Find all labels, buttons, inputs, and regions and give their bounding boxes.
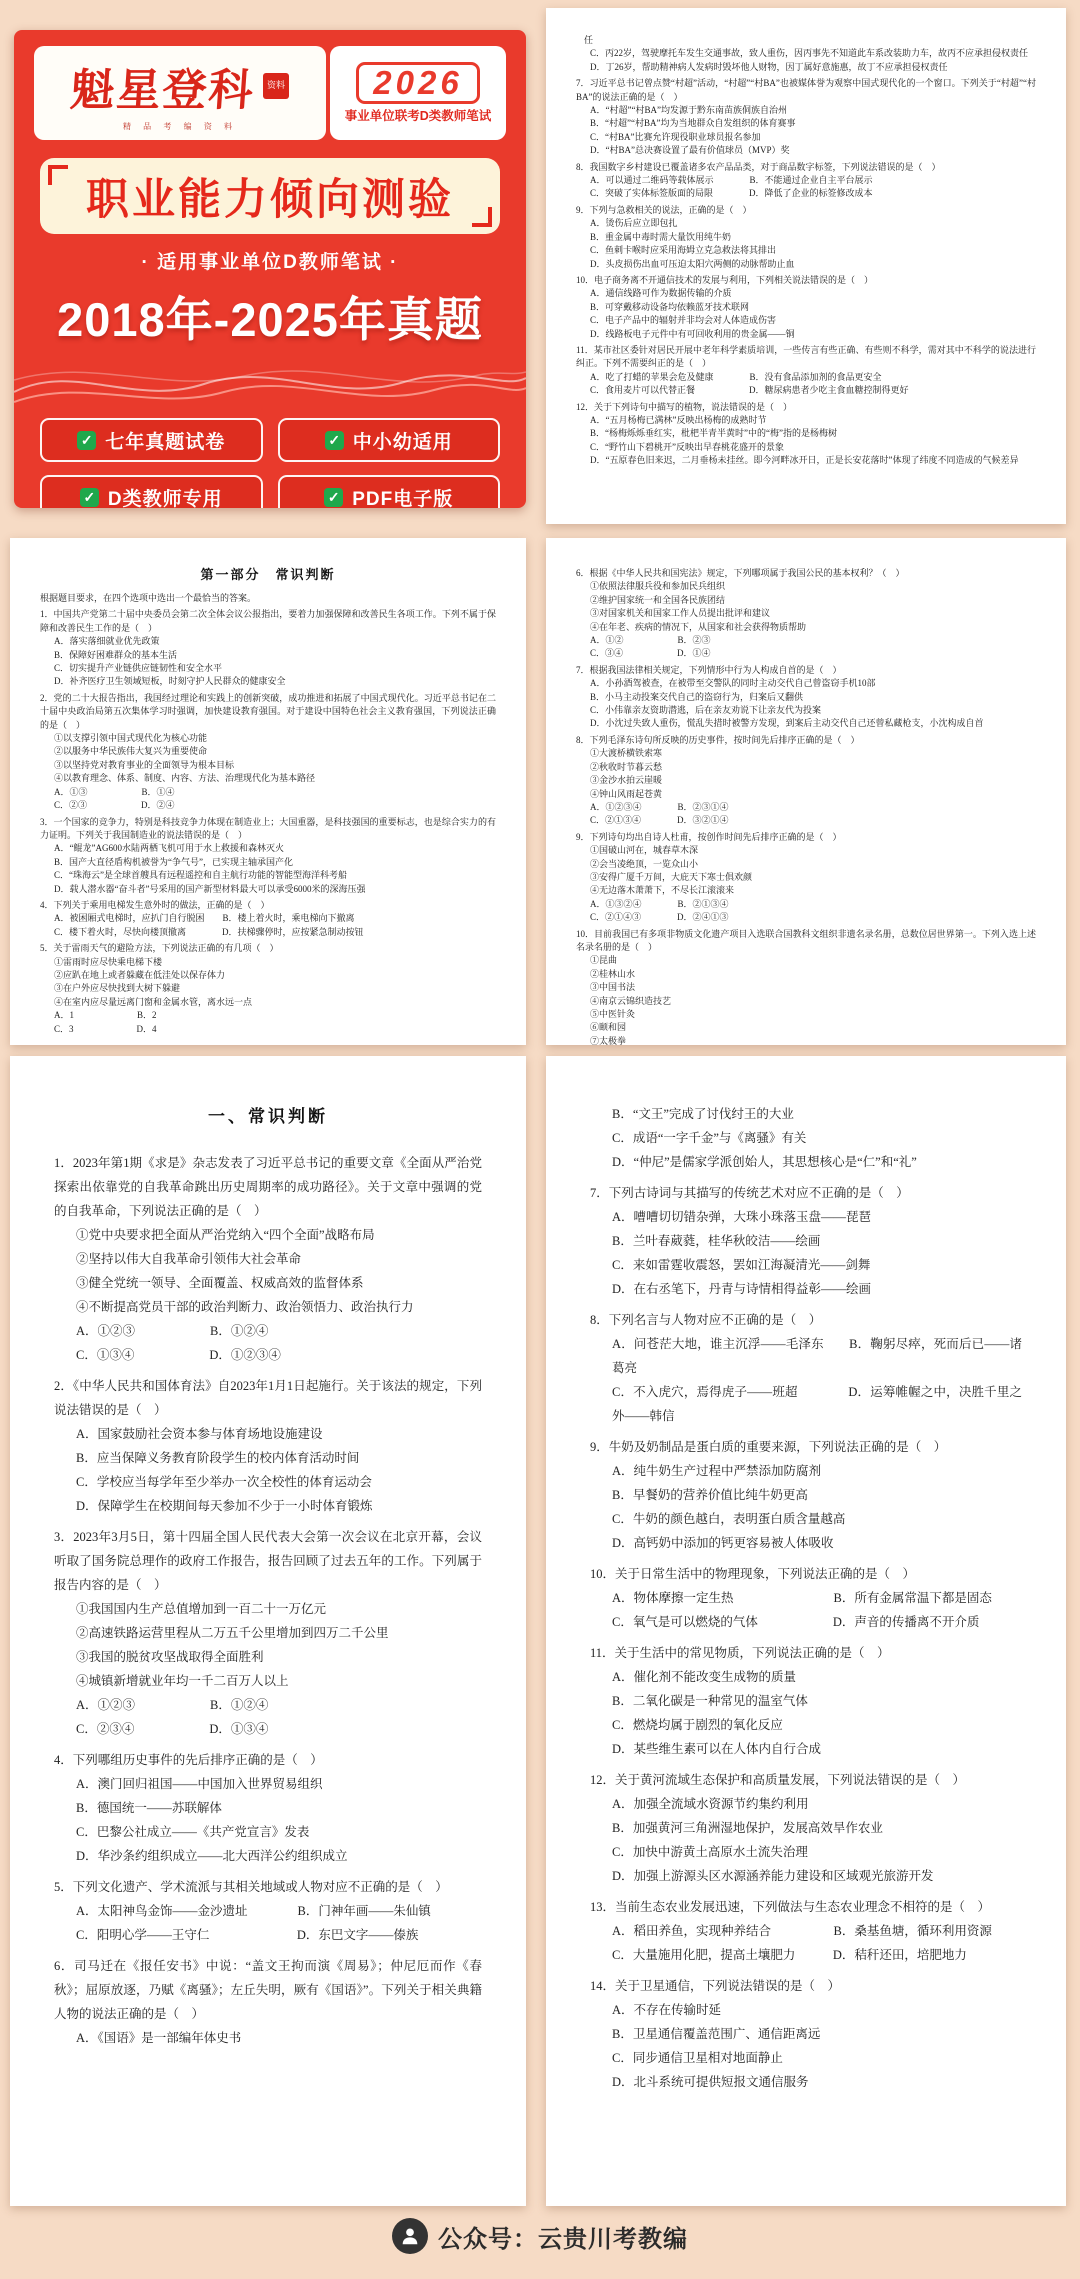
text-line: D．高钙奶中添加的钙更容易被人体吸收 xyxy=(612,1536,834,1550)
text-line: C．小伟靠亲友资助潜逃，后在亲友劝说下让亲友代为投案 xyxy=(590,705,822,716)
text-line: C．①③④ D．①②③④ xyxy=(76,1348,281,1362)
text-line: ⑥颐和园 xyxy=(590,1022,627,1033)
text-line: A．嘈嘈切切错杂弹，大珠小珠落玉盘——琵琶 xyxy=(612,1210,872,1224)
text-line: ②以服务中华民族伟大复兴为重要使命 xyxy=(54,746,208,757)
exam-page-5-content xyxy=(546,1056,1066,2140)
year-badge: 2026 xyxy=(356,62,479,105)
brand-tagline: 精 品 考 编 资 料 xyxy=(122,122,238,131)
year-badge-box xyxy=(330,46,506,140)
text-line: B．“杨梅烁烁垂红实，枇杷半青半黄时”中的“梅”指的是杨梅树 xyxy=(590,428,837,439)
badge-subtitle: 事业单位联考D类教师笔试 xyxy=(344,109,492,124)
text-line: B．保障好困难群众的基本生活 xyxy=(54,649,178,660)
text-line: A．“鲲龙”AG600水陆两栖飞机可用于水上救援和森林灭火 xyxy=(54,843,284,854)
text-line: 1．中国共产党第二十届中央委员会第二次全体会议公报指出，要着力加强保障和改善民生各项工作。下列不属于保障和改善民生工作的是（ ） xyxy=(40,609,496,633)
text-line: B．可穿戴移动设备均依赖蓝牙技术联网 xyxy=(590,301,750,312)
text-line: C．②③④ D．①③④ xyxy=(76,1722,269,1736)
text-line: B．加强黄河三角洲湿地保护，发展高效旱作农业 xyxy=(612,1821,883,1835)
corner-bracket-icon xyxy=(472,207,492,227)
text-line: ②桂林山水 xyxy=(590,968,636,979)
text-line: 4．下列哪组历史事件的先后排序正确的是（ ） xyxy=(54,1753,323,1767)
text-line: A．被困厢式电梯时，应扒门自行脱困 B．楼上着火时，乘电梯向下撤离 xyxy=(54,913,355,924)
text-line: C．3 D．4 xyxy=(54,1023,157,1034)
text-line: 10．目前我国已有多项非物质文化遗产项目入选联合国教科文组织非遗名录名册，总数位居世界第一。下列入选上述名录名册的是（ ） xyxy=(576,928,1036,952)
text-line: ①以支撑引领中国式现代化为核心功能 xyxy=(54,733,208,744)
text-line: 2．《中华人民共和国体育法》自2023年1月1日起施行。关于该法的规定，下列说法错误的是（ ） xyxy=(54,1379,482,1417)
text-line: D．丁26岁，帮助精神病人发病时毁坏他人财物，因丁属好意施惠，故丁不应承担侵权责任 xyxy=(590,61,948,72)
text-line: C．成语“一字千金”与《离骚》有关 xyxy=(612,1131,807,1145)
exam-page-2-content xyxy=(10,538,526,1045)
exam-page-1-content xyxy=(546,8,1066,494)
text-line: B．德国统一——苏联解体 xyxy=(76,1801,222,1815)
text-line: D．华沙条约组织成立——北大西洋公约组织成立 xyxy=(76,1849,348,1863)
feature-label: 中小幼适用 xyxy=(352,431,453,453)
text-line: ②会当凌绝顶，一览众山小 xyxy=(590,858,699,869)
text-line: A．《国语》是一部编年体史书 xyxy=(76,2031,242,2045)
text-line: ⑤中医针灸 xyxy=(590,1009,636,1019)
text-line: 5．关于雷雨天气的避险方法，下列说法正确的有几项（ ） xyxy=(40,943,279,954)
text-line: ①依照法律服兵役和参加民兵组织 xyxy=(590,581,726,592)
exam-page-4-lines xyxy=(54,1151,482,2050)
text-line: 2．党的二十大报告指出，我国经过理论和实践上的创新突破，成功推进和拓展了中国式现代化。习近平总书记在二十届中央政治局第五次集体学习时强调，加快建设教育强国。对于建设中国特色社会主义教育强国，下列说法正确的是（ ） xyxy=(40,692,496,730)
text-line: A．“村超”“村BA”均发源于黔东南苗族侗族自治州 xyxy=(590,105,787,116)
text-line: 7．习近平总书记曾点赞“村超”活动，“村超”“村BA”也被媒体誉为观察中国式现代化的一个窗口。下列关于“村超”“村BA”的说法正确的是（ ） xyxy=(576,78,1036,102)
text-line: 8．下列名言与人物对应不正确的是（ ） xyxy=(590,1313,822,1327)
text-line: A．①②③④ B．②③①④ xyxy=(590,801,729,812)
brand-logo xyxy=(34,46,326,140)
text-line: 3．一个国家的竞争力，特别是科技竞争力体现在制造业上；大国重器，是科技强国的重要标志，也是综合实力的有力证明。下列关于我国制造业的说法错误的是（ ） xyxy=(40,816,496,840)
text-line: B．“文王”完成了讨伐纣王的大业 xyxy=(612,1107,794,1121)
text-line: 3．2023年3月5日，第十四届全国人民代表大会第一次会议在北京开幕，会议听取了国务院总理作的政府工作报告，报告回顾了过去五年的工作。下列属于报告内容的是（ ） xyxy=(54,1530,482,1592)
text-line: D．“五原春色旧来迟，二月垂杨未挂丝。即今河畔冰开日，正是长安花落时”体现了纬度不同造成的气候差异 xyxy=(590,455,1019,466)
feature-grid xyxy=(40,418,500,508)
text-line: C．切实提升产业链供应链韧性和安全水平 xyxy=(54,663,223,674)
text-line: A．吃了打蜡的苹果会危及健康 B．没有食品添加剂的食品更安全 xyxy=(590,371,882,382)
feature-tag xyxy=(40,475,263,508)
text-line: C．来如雷霆收震怒，罢如江海凝清光——剑舞 xyxy=(612,1258,871,1272)
text-line: C．巴黎公社成立——《共产党宣言》发表 xyxy=(76,1825,310,1839)
text-line: ④南京云锦织造技艺 xyxy=(590,995,672,1006)
cover-year-range-title: 2018年-2025年真题 xyxy=(57,293,483,346)
cover-top-row xyxy=(14,30,526,140)
text-line: A．纯牛奶生产过程中严禁添加防腐剂 xyxy=(612,1464,822,1478)
booklet-cover xyxy=(14,30,526,508)
text-line: C．②①③④ D．③②①④ xyxy=(590,815,729,826)
text-line: B．应当保障义务教育阶段学生的校内体育活动时间 xyxy=(76,1451,360,1465)
text-line: ③以坚持党对教育事业的全面领导为根本目标 xyxy=(54,759,235,770)
text-line: ②高速铁路运营里程从二万五千公里增加到四万二千公里 xyxy=(76,1626,389,1640)
text-line: C．燃烧均属于剧烈的氧化反应 xyxy=(612,1718,783,1732)
text-line: ③健全党统一领导、全面覆盖、权威高效的监督体系 xyxy=(76,1276,364,1290)
text-line: ③在户外应尽快找到大树下躲避 xyxy=(54,983,181,994)
text-line: A．催化剂不能改变生成物的质量 xyxy=(612,1670,797,1684)
text-line: ②秋收时节暮云愁 xyxy=(590,761,663,772)
text-line: B．兰叶春葳蕤，桂华秋皎洁——绘画 xyxy=(612,1234,821,1248)
text-line: A．加强全流域水资源节约集约利用 xyxy=(612,1797,809,1811)
checkmark-icon: ✓ xyxy=(325,431,344,450)
exam-page-5 xyxy=(546,1056,1066,2206)
text-line: A．烫伤后应立即包扎 xyxy=(590,218,678,229)
text-line: A．①② B．②③ xyxy=(590,635,711,646)
text-line: 7．下列古诗词与其描写的传统艺术对应不正确的是（ ） xyxy=(590,1186,909,1200)
main-title-box xyxy=(40,158,500,234)
feature-label: 七年真题试卷 xyxy=(105,431,226,453)
text-line: 12．关于下列诗句中描写的植物，说法错误的是（ ） xyxy=(576,401,793,412)
text-line: 14．关于卫星通信，下列说法错误的是（ ） xyxy=(590,1979,841,1993)
text-line: ①国破山河在，城春草木深 xyxy=(590,845,699,856)
exam-page-1 xyxy=(546,8,1066,524)
text-line: ③中国书法 xyxy=(590,982,636,993)
text-line: C．食用麦片可以代替正餐 D．糖尿病患者少吃主食血糖控制得更好 xyxy=(590,385,909,396)
text-line: D．补齐医疗卫生领域短板，时刻守护人民群众的健康安全 xyxy=(54,676,286,687)
feature-tag xyxy=(40,418,263,462)
exam-page-4-content xyxy=(10,1056,526,2096)
text-line: A．1 B．2 xyxy=(54,1010,157,1021)
cover-main-title: 职业能力倾向测验 xyxy=(86,175,454,224)
text-line: ③对国家机关和国家工作人员提出批评和建议 xyxy=(590,608,771,619)
text-line: ①党中央要求把全面从严治党纳入“四个全面”战略布局 xyxy=(76,1228,375,1242)
text-line: C．氧气是可以燃烧的气体 D．声音的传播离不开介质 xyxy=(612,1615,980,1629)
text-line: ①昆曲 xyxy=(590,955,618,966)
text-line: 5．下列文化遗产、学术流派与其相关地域或人物对应不正确的是（ ） xyxy=(54,1880,448,1894)
text-line: C．“珠海云”是全球首艘具有远程遥控和自主航行功能的智能型海洋科考船 xyxy=(54,870,347,881)
text-line: A．①②③ B．①②④ xyxy=(76,1698,269,1712)
checkmark-icon: ✓ xyxy=(77,431,96,450)
text-line: 11．关于生活中的常见物质，下列说法正确的是（ ） xyxy=(590,1646,890,1660)
text-line: ③我国的脱贫攻坚战取得全面胜利 xyxy=(76,1650,264,1664)
watermark xyxy=(0,2218,1080,2254)
text-line: C．②③ D．②④ xyxy=(54,800,175,811)
text-line: ④不断提高党员干部的政治判断力、政治领悟力、政治执行力 xyxy=(76,1300,414,1314)
text-line: ④无边落木萧萧下，不尽长江滚滚来 xyxy=(590,885,735,896)
text-line: ④在室内应尽量远离门窗和金属水管，离水远一点 xyxy=(54,996,253,1007)
text-line: D．“仲尼”是儒家学派创始人，其思想核心是“仁”和“礼” xyxy=(612,1155,917,1169)
text-line: A．问苍茫大地，谁主沉浮——毛泽东 B．鞠躬尽瘁，死而后已——诸葛亮 xyxy=(612,1337,1022,1375)
section-header: 一、常识判断 xyxy=(208,1107,328,1126)
cover-subtitle: · 适用事业单位D教师笔试 · xyxy=(141,252,399,273)
text-line: 9．下列诗句均出自诗人杜甫，按创作时间先后排序正确的是（ ） xyxy=(576,831,842,842)
text-line: A．①③②④ B．②①③④ xyxy=(590,898,729,909)
text-line: C．电子产品中的辐射并非均会对人体造成伤害 xyxy=(590,315,777,326)
text-line: A．通信线路可作为数据传输的介质 xyxy=(590,288,732,299)
text-line: ②维护国家统一和全国各民族团结 xyxy=(590,594,726,605)
text-line: D．“村BA”总决赛设置了最有价值球员（MVP）奖 xyxy=(590,145,790,156)
text-line: D．头皮损伤出血可压迫太阳穴两侧的动脉帮助止血 xyxy=(590,258,795,269)
text-line: B．国产大直径盾构机被誉为“争气号”，已实现主轴承国产化 xyxy=(54,856,293,867)
watermark-label: 公众号：云贵川考教编 xyxy=(438,2225,688,2253)
text-line: C．大量施用化肥，提高土壤肥力 D．秸秆还田，培肥地力 xyxy=(612,1948,967,1962)
text-line: C．不入虎穴，焉得虎子——班超 D．运筹帷幄之中，决胜千里之外——韩信 xyxy=(612,1385,1022,1423)
feature-label: PDF电子版 xyxy=(352,488,454,508)
text-line: C．②①④③ D．②④①③ xyxy=(590,912,729,923)
text-line: ②应趴在地上或者躲藏在低洼处以保存体力 xyxy=(54,969,226,980)
text-line: C．阳明心学——王守仁 D．东巴文字——傣族 xyxy=(76,1928,419,1942)
text-line: A．①③ B．①④ xyxy=(54,786,175,797)
text-line: ④城镇新增就业年均一千二百万人以上 xyxy=(76,1674,289,1688)
text-line: C．加快中游黄土高原水土流失治理 xyxy=(612,1845,808,1859)
corner-bracket-icon xyxy=(48,165,68,185)
text-line: D．线路板电子元件中有可回收利用的贵金属——铜 xyxy=(590,328,795,339)
exam-page-3 xyxy=(546,538,1066,1045)
text-line: A．小孙酒驾被查，在被带至交警队的同时主动交代自己曾盗窃手机10部 xyxy=(590,678,876,689)
checkmark-icon: ✓ xyxy=(324,488,343,507)
text-line: C．鱼刺卡喉时应采用海姆立克急救法将其排出 xyxy=(590,245,777,256)
exam-page-4 xyxy=(10,1056,526,2206)
text-line: 7．根据我国法律相关规定，下列情形中行为人构成自首的是（ ） xyxy=(576,664,842,675)
text-line: ①雷雨时应尽快乘电梯下楼 xyxy=(54,956,163,967)
text-line: 根据题目要求，在四个选项中选出一个最恰当的答案。 xyxy=(40,593,257,603)
text-line: ③金沙水拍云崖暖 xyxy=(590,775,663,786)
wave-decoration xyxy=(14,352,526,414)
feature-tag xyxy=(278,418,501,462)
text-line: 6．司马迁在《报任安书》中说：“盖文王拘而演《周易》；仲尼厄而作《春秋》；屈原放逐，乃赋《离骚》；左丘失明，厥有《国语》”。下列关于相关典籍人物的说法正确的是（ ） xyxy=(54,1959,482,2021)
text-line: 6．根据《中华人民共和国宪法》规定，下列哪项属于我国公民的基本权利？（ ） xyxy=(576,568,905,578)
text-line: A．落实落细就业优先政策 xyxy=(54,636,160,647)
text-line: D．在右丞笔下，丹青与诗情相得益彰——绘画 xyxy=(612,1282,872,1296)
text-line: A．物体摩擦一定生热 B．所有金属常温下都是固态 xyxy=(612,1591,992,1605)
text-line: C．突破了实体标签版面的局限 D．降低了企业的标签修改成本 xyxy=(590,188,873,199)
feature-label: D类教师专用 xyxy=(107,488,223,508)
feature-tag xyxy=(278,475,501,508)
text-line: A．国家鼓励社会资本参与体育场地设施建设 xyxy=(76,1427,323,1441)
text-line: B．“村超”“村BA”均为当地群众自发组织的体育赛事 xyxy=(590,118,796,129)
text-line: ④以教育理念、体系、制度、内容、方法、治理现代化为基本路径 xyxy=(54,773,316,784)
text-line: ⑦太极拳 xyxy=(590,1035,627,1045)
text-line: D．保障学生在校期间每天参加不少于一小时体育锻炼 xyxy=(76,1499,373,1513)
text-line: B．重金属中毒时需大量饮用纯牛奶 xyxy=(590,231,732,242)
text-line: C．同步通信卫星相对地面静止 xyxy=(612,2051,783,2065)
text-line: D．加强上游源头区水源涵养能力建设和区域观光旅游开发 xyxy=(612,1869,934,1883)
text-line: 10．关于日常生活中的物理现象，下列说法正确的是（ ） xyxy=(590,1567,916,1581)
brand-seal-icon: 资料 xyxy=(263,73,289,99)
text-line: C．学校应当每学年至少举办一次全校性的体育运动会 xyxy=(76,1475,372,1489)
text-line: ②坚持以伟大自我革命引领伟大社会革命 xyxy=(76,1252,302,1266)
brand-logo-text: 魁星登科 xyxy=(68,66,257,115)
brand-logo-row xyxy=(68,54,289,118)
text-line: 9．下列与急救相关的说法，正确的是（ ） xyxy=(576,204,752,215)
text-line: D．北斗系统可提供短报文通信服务 xyxy=(612,2075,809,2089)
checkmark-icon: ✓ xyxy=(80,488,99,507)
text-line: A．澳门回归祖国——中国加入世界贸易组织 xyxy=(76,1777,323,1791)
text-line: D．某些维生素可以在人体内自行合成 xyxy=(612,1742,822,1756)
text-line: 4．下列关于乘用电梯发生意外时的做法，正确的是（ ） xyxy=(40,899,270,910)
text-line: B．二氧化碳是一种常见的温室气体 xyxy=(612,1694,808,1708)
text-line: C．牛奶的颜色越白，表明蛋白质含量越高 xyxy=(612,1512,846,1526)
exam-page-2 xyxy=(10,538,526,1045)
text-line: C．“野竹山下碧桃开”反映出早春桃花盛开的景象 xyxy=(590,441,784,452)
text-line: 1．2023年第1期《求是》杂志发表了习近平总书记的重要文章《全面从严治党探索出依靠党的自我革命跳出历史周期率的成功路径》。关于文章中强调的党的自我革命，下列说法正确的是（ ） xyxy=(54,1156,482,1218)
text-line: B．小马主动投案交代自己的盗窃行为，归案后又翻供 xyxy=(590,691,804,702)
text-line: ①我国国内生产总值增加到一百二十一万亿元 xyxy=(76,1602,327,1616)
text-line: ④钟山风雨起苍黄 xyxy=(590,788,663,799)
text-line: A．稻田养鱼，实现种养结合 B．桑基鱼塘，循环利用资源 xyxy=(612,1924,992,1938)
text-line: 9．牛奶及奶制品是蛋白质的重要来源，下列说法正确的是（ ） xyxy=(590,1440,947,1454)
text-line: ①大渡桥横铁索寒 xyxy=(590,748,663,759)
text-line: C．③④ D．①④ xyxy=(590,648,711,659)
text-line: A．不存在传输时延 xyxy=(612,2003,722,2017)
text-line: B．卫星通信覆盖范围广、通信距离远 xyxy=(612,2027,821,2041)
text-line: A．“五月杨梅已满林”反映出杨梅的成熟时节 xyxy=(590,414,767,425)
exam-page-3-content xyxy=(546,538,1066,1045)
text-line: 8．我国数字乡村建设已覆盖诸多农产品品类，对于商品数字标签，下列说法错误的是（ ） xyxy=(576,161,941,172)
exam-page-2-lines xyxy=(40,592,496,1036)
text-line: 11．某市社区委针对居民开展中老年科学素质培训，一些传言有些正确、有些则不科学，需对其中不科学的说法进行纠正。下列不需要纠正的是（ ） xyxy=(576,344,1036,369)
text-line: A．可以通过二维码等载体展示 B．不能通过企业自主平台展示 xyxy=(590,175,873,186)
text-line: 13．当前生态农业发展迅速，下列做法与生态农业理念不相符的是（ ） xyxy=(590,1900,991,1914)
text-line: ③安得广厦千万间，大庇天下寒士俱欢颜 xyxy=(590,871,753,882)
official-account-icon xyxy=(392,2218,428,2254)
text-line: A．①②③ B．①②④ xyxy=(76,1324,269,1338)
text-line: 10．电子商务离不开通信技术的发展与利用，下列相关说法错误的是（ ） xyxy=(576,274,874,285)
section-header: 第一部分 常识判断 xyxy=(200,567,336,582)
text-line: ④在年老、疾病的情况下，从国家和社会获得物质帮助 xyxy=(590,621,807,632)
text-line: C．楼下着火时，尽快向楼顶撤离 D．扶梯骤停时，应按紧急制动按钮 xyxy=(54,926,364,937)
text-line: A．太阳神鸟金饰——金沙遗址 B．门神年画——朱仙镇 xyxy=(76,1904,431,1918)
text-line: D．载人潜水器“奋斗者”号采用的国产新型材料最大可以承受6000米的深海压强 xyxy=(54,883,366,894)
text-line: C．丙22岁，驾驶摩托车发生交通事故，致人重伤，因丙事先不知道此车系改装助力车，故丙不应承担侵权责任 xyxy=(590,48,1029,59)
text-line: 8．下列毛泽东诗句所反映的历史事件，按时间先后排序正确的是（ ） xyxy=(576,734,860,745)
text-line: C．“村BA”比赛允许现役职业球员报名参加 xyxy=(590,131,761,142)
text-line: B．早餐奶的营养价值比纯牛奶更高 xyxy=(612,1488,808,1502)
text-line: 任 xyxy=(584,35,594,45)
text-line: 12．关于黄河流域生态保护和高质量发展，下列说法错误的是（ ） xyxy=(590,1773,966,1787)
text-line: D．小沈过失致人重伤，慌乱失措时被警方发现，到案后主动交代自己还曾私藏枪支，小沈构成自首 xyxy=(590,718,984,729)
